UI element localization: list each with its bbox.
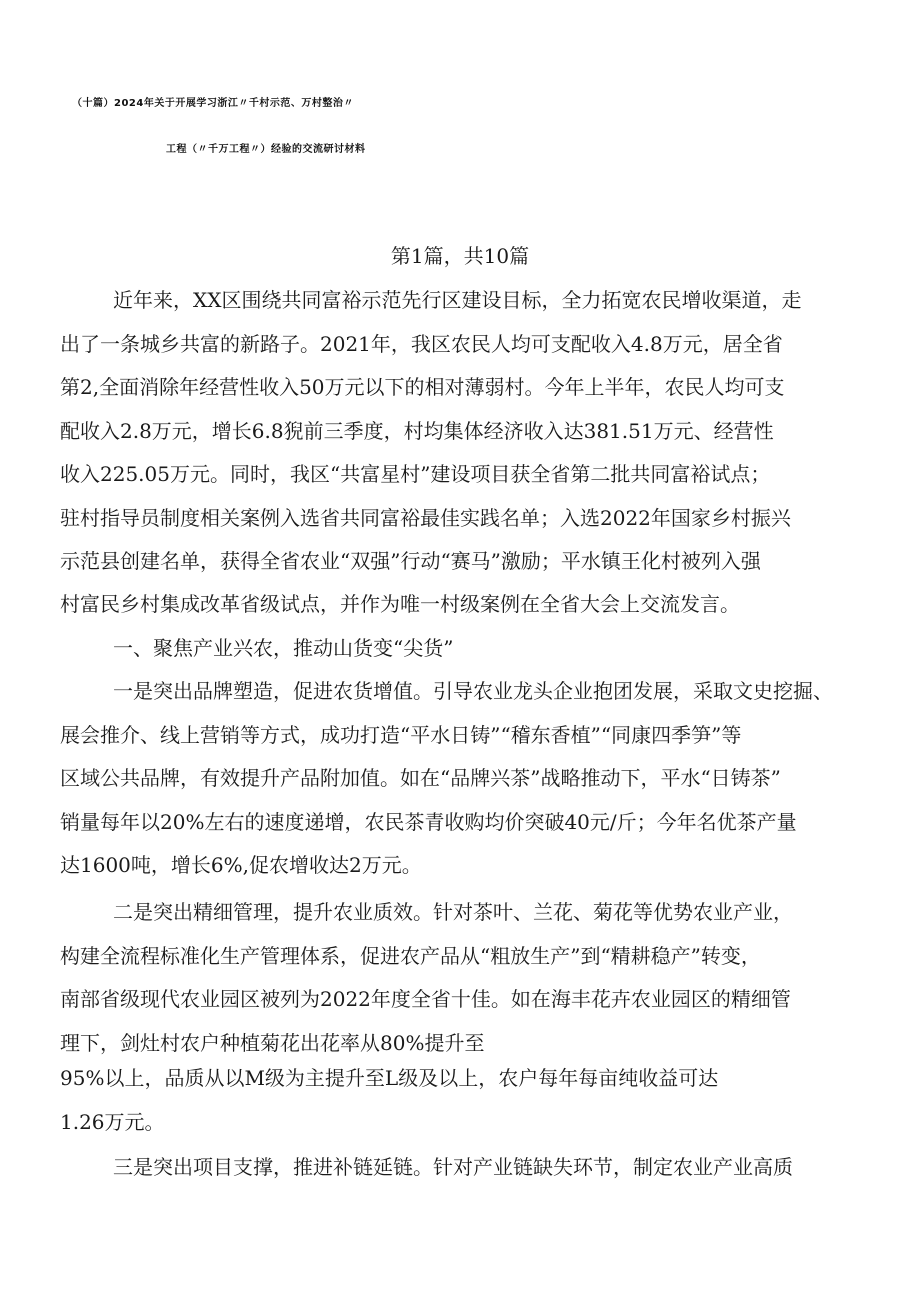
- paragraph-line: 构建全流程标准化生产管理体系，促进农产品从“粗放生产”到“精耕稳产”转变，: [60, 944, 761, 968]
- paragraph-line: 二是突出精细管理，提升农业质效。针对茶叶、兰花、菊花等优势农业产业，: [113, 900, 793, 924]
- paragraph-line: 展会推介、线上营销等方式，成功打造“平水日铸”“稽东香植”“同康四季笋”等: [60, 723, 742, 747]
- paragraph-line: 出了一条城乡共富的新路子。2021年，我区农民人均可支配收入4.8万元，居全省: [60, 332, 783, 356]
- paragraph-line: 第2,全面消除年经营性收入50万元以下的相对薄弱村。今年上半年，农民人均可支: [60, 375, 785, 399]
- paragraph-line: 驻村指导员制度相关案例入选省共同富裕最佳实践名单；入选2022年国家乡村振兴: [60, 506, 791, 530]
- paragraph-line: 村富民乡村集成改革省级试点，并作为唯一村级案例在全省大会上交流发言。: [60, 592, 740, 616]
- section-heading: 一、聚焦产业兴农，推动山货变“尖货”: [113, 636, 454, 660]
- paragraph-line: 1.26万元。: [60, 1110, 165, 1134]
- paragraph-line: 收入225.05万元。同时，我区“共富星村”建设项目获全省第二批共同富裕试点；: [60, 462, 771, 486]
- paragraph-line: 南部省级现代农业园区被列为2022年度全省十佳。如在海丰花卉农业园区的精细管: [60, 987, 791, 1011]
- document-title-line-2: 工程（〃千万工程〃）经验的交流研讨材料: [166, 144, 366, 155]
- paragraph-line: 95%以上，品质从以M级为主提升至L级及以上，农户每年每亩纯收益可达: [60, 1066, 719, 1090]
- paragraph-line: 三是突出项目支撑，推进补链延链。针对产业链缺失环节，制定农业产业高质: [113, 1155, 793, 1179]
- paragraph-line: 示范县创建名单，获得全省农业“双强”行动“赛马”激励；平水镇王化村被列入强: [60, 549, 761, 573]
- document-subtitle: 第1篇，共10篇: [390, 244, 530, 268]
- paragraph-line: 一是突出品牌塑造，促进农货增值。引导农业龙头企业抱团发展，采取文史挖掘、: [113, 679, 833, 703]
- document-title-line-1: （十篇）2024年关于开展学习浙江〃千村示范、万村整治〃: [72, 98, 354, 109]
- paragraph-line: 理下，剑灶村农户种植菊花出花率从80%提升至: [60, 1031, 485, 1055]
- paragraph-line: 区域公共品牌，有效提升产品附加值。如在“品牌兴茶”战略推动下，平水“日铸茶”: [60, 766, 781, 790]
- paragraph-line: 配收入2.8万元，增长6.8猊前三季度，村均集体经济收入达381.51万元、经营性: [60, 419, 774, 443]
- paragraph-line: 达1600吨，增长6%,促农增收达2万元。: [60, 853, 422, 877]
- paragraph-line: 近年来，XX区围绕共同富裕示范先行区建设目标，全力拓宽农民增收渠道，走: [113, 288, 802, 312]
- paragraph-line: 销量每年以20%左右的速度递增，农民茶青收购均价突破40元/斤；今年名优茶产量: [60, 810, 797, 834]
